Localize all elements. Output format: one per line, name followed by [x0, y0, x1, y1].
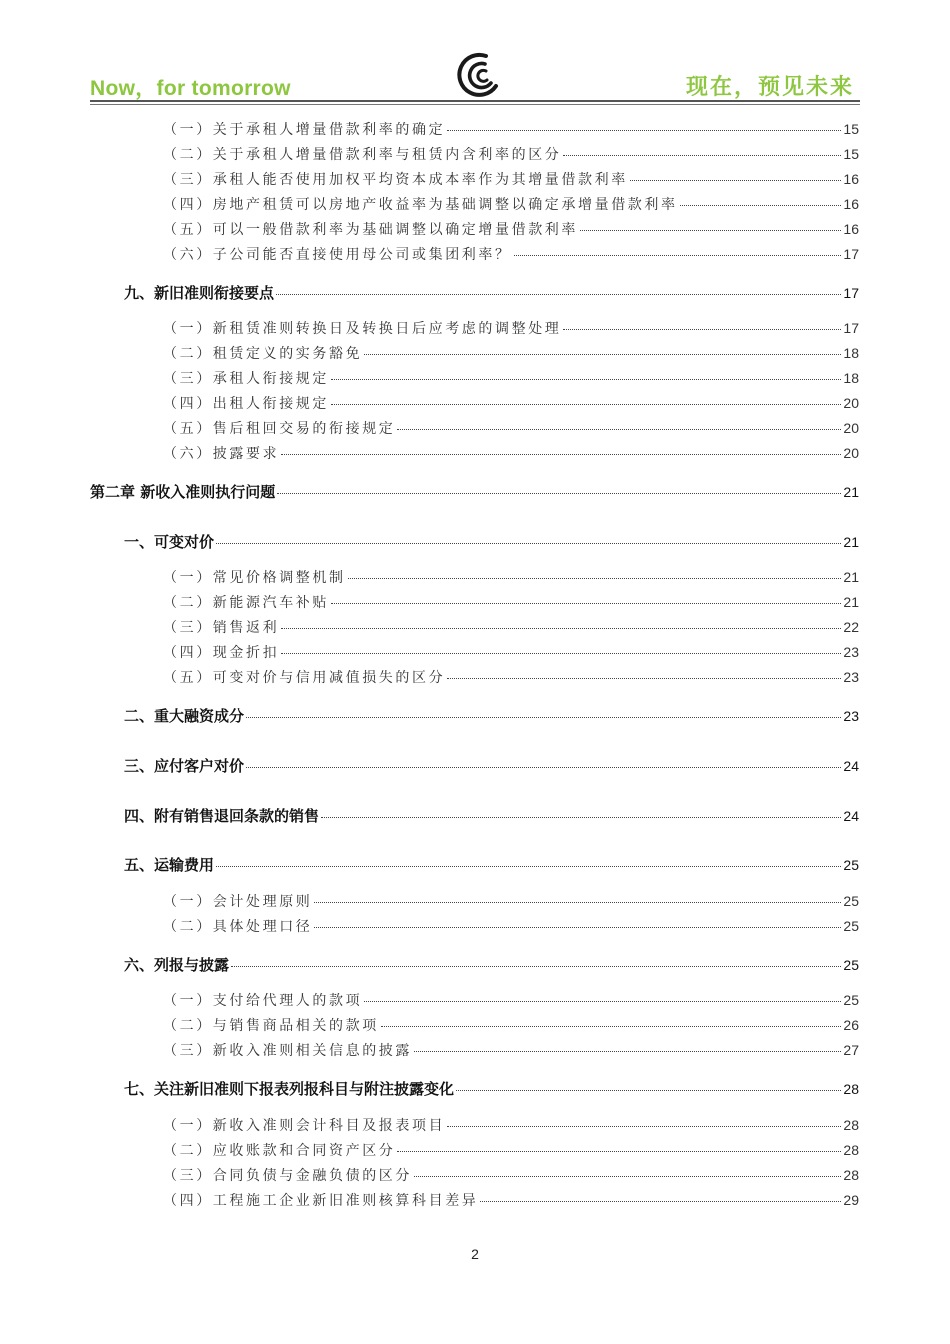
toc-entry-page: 21: [843, 569, 859, 585]
toc-entry[interactable]: [163, 144, 859, 164]
toc-entry[interactable]: [163, 368, 859, 388]
toc-entry-title: （五）售后租回交易的衔接规定: [163, 421, 396, 437]
toc-entry[interactable]: [163, 1015, 859, 1035]
toc-dot-leader: [281, 454, 841, 455]
toc-entry-page: 15: [843, 146, 859, 162]
toc-entry-page: 27: [843, 1042, 859, 1058]
toc-dot-leader: [231, 966, 841, 967]
toc-entry-title: （二）关于承租人增量借款利率与租赁内含利率的区分: [163, 147, 562, 163]
toc-entry[interactable]: [124, 531, 859, 552]
toc-entry-page: 28: [843, 1081, 859, 1097]
toc-entry-page: 21: [843, 484, 859, 500]
toc-entry-title: （四）出租人衔接规定: [163, 396, 329, 412]
toc-entry[interactable]: [90, 481, 859, 502]
page-number: 2: [471, 1246, 479, 1262]
toc-entry-title: （一）支付给代理人的款项: [163, 993, 363, 1009]
toc-entry[interactable]: [163, 567, 859, 587]
toc-entry-page: 21: [843, 534, 859, 550]
toc-entry-title: （四）房地产租赁可以房地产收益率为基础调整以确定承增量借款利率: [163, 197, 678, 213]
toc-entry-page: 25: [843, 957, 859, 973]
toc-dot-leader: [397, 429, 841, 430]
toc-entry-page: 18: [843, 345, 859, 361]
toc-entry-page: 20: [843, 445, 859, 461]
toc-entry-title: （一）会计处理原则: [163, 894, 313, 910]
toc-dot-leader: [680, 205, 842, 206]
toc-dot-leader: [456, 1090, 841, 1091]
toc-entry-title: 七、关注新旧准则下报表列报科目与附注披露变化: [124, 1080, 455, 1098]
toc-entry-page: 26: [843, 1017, 859, 1033]
toc-entry[interactable]: [163, 169, 859, 189]
toc-entry[interactable]: [163, 617, 859, 637]
toc-dot-leader: [447, 1126, 841, 1127]
toc-dot-leader: [331, 404, 841, 405]
toc-entry-page: 15: [843, 121, 859, 137]
toc-entry-title: （四）现金折扣: [163, 645, 280, 661]
toc-entry-title: （一）新租赁准则转换日及转换日后应考虑的调整处理: [163, 321, 562, 337]
toc-entry-page: 23: [843, 669, 859, 685]
toc-entry[interactable]: [124, 705, 859, 726]
toc-entry-title: （五）可变对价与信用减值损失的区分: [163, 670, 446, 686]
toc-dot-leader: [246, 767, 841, 768]
toc-entry[interactable]: [163, 916, 859, 936]
toc-entry-title: （二）具体处理口径: [163, 919, 313, 935]
toc-entry-page: 16: [843, 221, 859, 237]
toc-entry[interactable]: [163, 219, 859, 239]
toc-dot-leader: [630, 180, 842, 181]
toc-dot-leader: [414, 1051, 841, 1052]
toc-entry-page: 29: [843, 1192, 859, 1208]
toc-entry[interactable]: [163, 990, 859, 1010]
toc-entry[interactable]: [163, 891, 859, 911]
header-slogan-en: Now，for tomorrow: [90, 77, 291, 100]
toc-dot-leader: [331, 379, 841, 380]
toc-dot-leader: [246, 717, 841, 718]
toc-dot-leader: [314, 927, 841, 928]
toc-entry-page: 18: [843, 370, 859, 386]
toc-entry-page: 16: [843, 196, 859, 212]
toc-entry-page: 25: [843, 992, 859, 1008]
toc-entry-title: 二、重大融资成分: [124, 707, 245, 725]
toc-entry[interactable]: [163, 592, 859, 612]
toc-dot-leader: [414, 1176, 841, 1177]
toc-entry[interactable]: [124, 854, 859, 875]
toc-entry-title: （五）可以一般借款利率为基础调整以确定增量借款利率: [163, 222, 578, 238]
toc-entry[interactable]: [124, 1078, 859, 1099]
toc-dot-leader: [331, 603, 841, 604]
toc-dot-leader: [514, 255, 842, 256]
toc-entry-title: （三）承租人衔接规定: [163, 371, 329, 387]
toc-dot-leader: [447, 130, 841, 131]
toc-entry-page: 28: [843, 1142, 859, 1158]
toc-dot-leader: [580, 230, 841, 231]
toc-entry[interactable]: [163, 1115, 859, 1135]
toc-entry-page: 25: [843, 893, 859, 909]
toc-entry-page: 25: [843, 857, 859, 873]
toc-entry-page: 17: [843, 320, 859, 336]
toc-dot-leader: [563, 155, 841, 156]
toc-entry[interactable]: [163, 194, 859, 214]
toc-entry[interactable]: [163, 1040, 859, 1060]
toc-entry-title: 四、附有销售退回条款的销售: [124, 807, 320, 825]
toc-entry-page: 28: [843, 1167, 859, 1183]
toc-dot-leader: [276, 294, 841, 295]
toc-entry[interactable]: [163, 418, 859, 438]
toc-entry-title: （三）承租人能否使用加权平均资本成本率作为其增量借款利率: [163, 172, 628, 188]
toc-entry[interactable]: [163, 1190, 859, 1210]
toc-entry-title: （二）与销售商品相关的款项: [163, 1018, 379, 1034]
toc-entry-title: （三）新收入准则相关信息的披露: [163, 1043, 412, 1059]
toc-entry-title: 五、运输费用: [124, 856, 215, 874]
toc-dot-leader: [563, 329, 841, 330]
toc-entry[interactable]: [163, 642, 859, 662]
toc-entry[interactable]: [124, 954, 859, 975]
toc-entry-page: 23: [843, 708, 859, 724]
toc-entry-page: 21: [843, 594, 859, 610]
toc-entry[interactable]: [163, 318, 859, 338]
toc-entry-title: （一）关于承租人增量借款利率的确定: [163, 122, 446, 138]
toc-entry-page: 17: [843, 285, 859, 301]
toc-entry-title: 第二章 新收入准则执行问题: [90, 483, 276, 501]
toc-entry-title: （三）销售返利: [163, 620, 280, 636]
toc-entry[interactable]: [163, 443, 859, 463]
toc-entry[interactable]: [163, 667, 859, 687]
toc-entry-page: 22: [843, 619, 859, 635]
toc-dot-leader: [397, 1151, 841, 1152]
header-slogan-cn: 现在，预见未来: [685, 75, 854, 100]
toc-entry-title: 九、新旧准则衔接要点: [124, 284, 275, 302]
toc-entry-title: （二）应收账款和合同资产区分: [163, 1143, 396, 1159]
toc-dot-leader: [216, 543, 841, 544]
toc-dot-leader: [364, 1001, 841, 1002]
toc-entry[interactable]: [163, 393, 859, 413]
toc-entry-title: 六、列报与披露: [124, 956, 230, 974]
toc-entry-page: 28: [843, 1117, 859, 1133]
toc-entry[interactable]: [124, 282, 859, 303]
toc-entry-page: 24: [843, 758, 859, 774]
toc-entry-title: （四）工程施工企业新旧准则核算科目差异: [163, 1193, 479, 1209]
toc-entry-page: 25: [843, 918, 859, 934]
toc-entry[interactable]: [163, 1165, 859, 1185]
toc-entry-page: 20: [843, 420, 859, 436]
toc-entry-page: 23: [843, 644, 859, 660]
toc-entry[interactable]: [163, 119, 859, 139]
toc-dot-leader: [281, 653, 841, 654]
toc-dot-leader: [364, 354, 841, 355]
toc-entry-title: （一）常见价格调整机制: [163, 570, 346, 586]
toc-entry-title: （二）新能源汽车补贴: [163, 595, 329, 611]
toc-dot-leader: [348, 578, 842, 579]
toc-dot-leader: [480, 1201, 841, 1202]
toc-entry-title: （六）子公司能否直接使用母公司或集团利率？: [163, 247, 512, 263]
toc-entry-page: 20: [843, 395, 859, 411]
toc-dot-leader: [216, 866, 841, 867]
toc-entry-page: 24: [843, 808, 859, 824]
toc-entry[interactable]: [163, 1140, 859, 1160]
toc-entry-title: （三）合同负债与金融负债的区分: [163, 1168, 412, 1184]
toc-entry[interactable]: [163, 244, 859, 264]
toc-entry[interactable]: [124, 755, 859, 776]
toc-dot-leader: [281, 628, 841, 629]
toc-dot-leader: [314, 902, 841, 903]
toc-entry[interactable]: [124, 805, 859, 826]
toc-dot-leader: [321, 817, 841, 818]
toc-entry-title: （二）租赁定义的实务豁免: [163, 346, 363, 362]
toc-entry[interactable]: [163, 343, 859, 363]
toc-dot-leader: [277, 493, 841, 494]
toc-dot-leader: [447, 678, 841, 679]
toc-entry-title: （六）披露要求: [163, 446, 280, 462]
toc-entry-page: 16: [843, 171, 859, 187]
toc-entry-title: 一、可变对价: [124, 533, 215, 551]
toc-entry-page: 17: [843, 246, 859, 262]
toc-dot-leader: [381, 1026, 842, 1027]
toc-entry-title: 三、应付客户对价: [124, 757, 245, 775]
toc-entry-title: （一）新收入准则会计科目及报表项目: [163, 1118, 446, 1134]
